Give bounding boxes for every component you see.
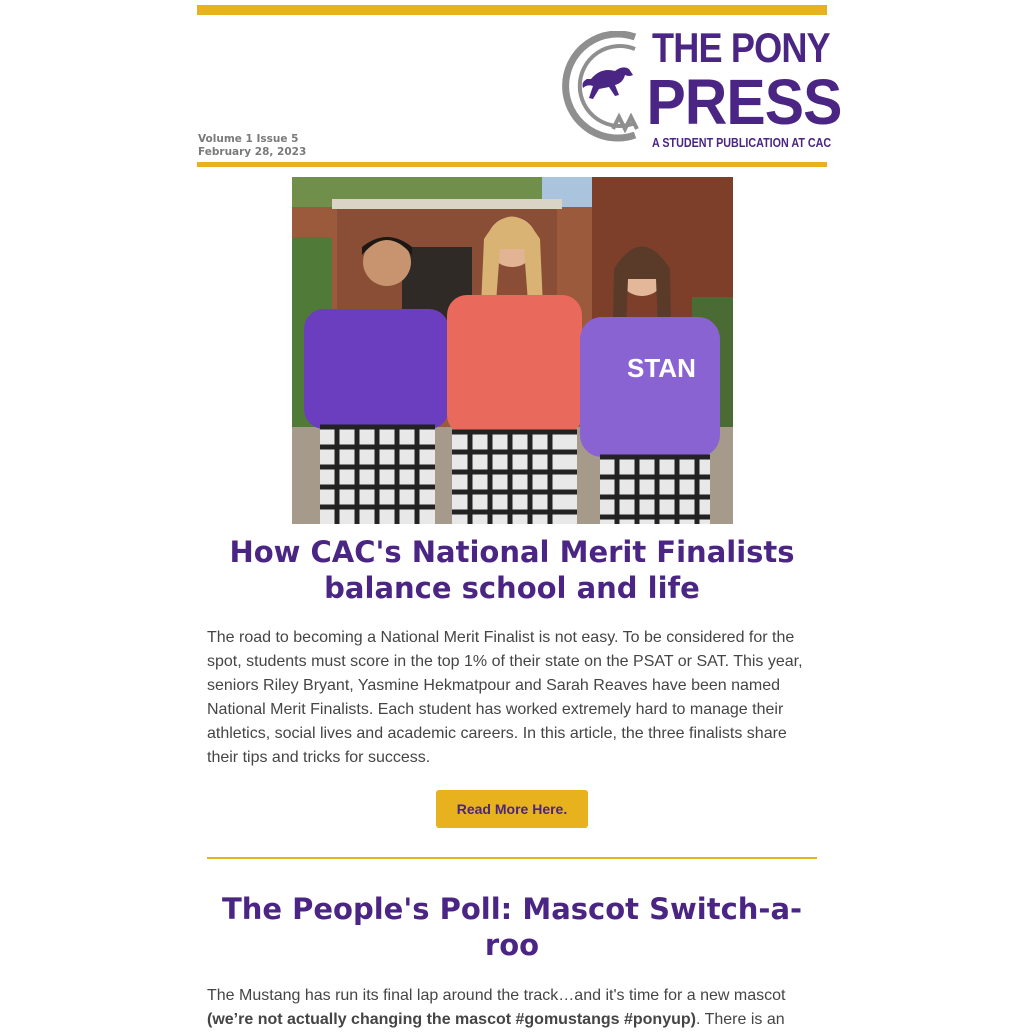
masthead-bottom-bar bbox=[197, 162, 827, 167]
svg-text:STAN: STAN bbox=[627, 353, 696, 383]
article2-body-wrap bbox=[207, 984, 817, 1032]
article2-body-end: . There is an bbox=[695, 1011, 785, 1028]
article2-body-start: The Mustang has run its final lap around the track…and it's time for a new mascot bbox=[207, 987, 786, 1004]
issue-meta bbox=[198, 133, 306, 159]
mustang-emblem-icon bbox=[553, 31, 643, 151]
section-divider bbox=[207, 857, 817, 859]
issue-date: February 28, 2023 bbox=[198, 146, 307, 158]
article1-button-wrap bbox=[207, 790, 817, 828]
article2-body-bold: (we’re not actually changing the mascot #gomustangs #ponyup) bbox=[207, 1011, 696, 1028]
masthead bbox=[197, 5, 842, 167]
article2-body bbox=[207, 984, 817, 1032]
students-photo-illustration bbox=[292, 177, 733, 524]
logo-title-line2: PRESS bbox=[646, 66, 842, 138]
volume-issue: Volume 1 Issue 5 bbox=[198, 133, 299, 145]
hero-photo bbox=[292, 177, 733, 524]
logo-title-line1: THE PONY bbox=[652, 24, 830, 71]
read-more-button[interactable]: Read More Here. bbox=[436, 790, 588, 828]
article-national-merit bbox=[207, 534, 817, 606]
article1-body: The road to becoming a National Merit Finalist is not easy. To be considered for the spot, students must score in the top 1% of their state on the PSAT or SAT. This year, seniors Riley Bryant, Yasmine Hekmatpour and Sarah Reaves have been named National Merit Finalists. Each student has worked extremely hard to manage their athletics, social lives and academic careers. In this article, the three finalists share their tips and tricks for success. bbox=[207, 629, 803, 766]
article2-headline[interactable]: The People's Poll: Mascot Switch-a-roo bbox=[221, 892, 803, 962]
article-peoples-poll bbox=[207, 891, 817, 963]
article1-headline[interactable]: How CAC's National Merit Finalists balance school and life bbox=[229, 535, 795, 605]
logo-tagline: A STUDENT PUBLICATION AT CAC bbox=[652, 136, 832, 150]
pony-press-logo[interactable] bbox=[553, 23, 842, 159]
masthead-top-bar bbox=[197, 5, 827, 15]
logo-wordmark bbox=[639, 24, 842, 151]
article1-body-wrap bbox=[207, 626, 817, 770]
